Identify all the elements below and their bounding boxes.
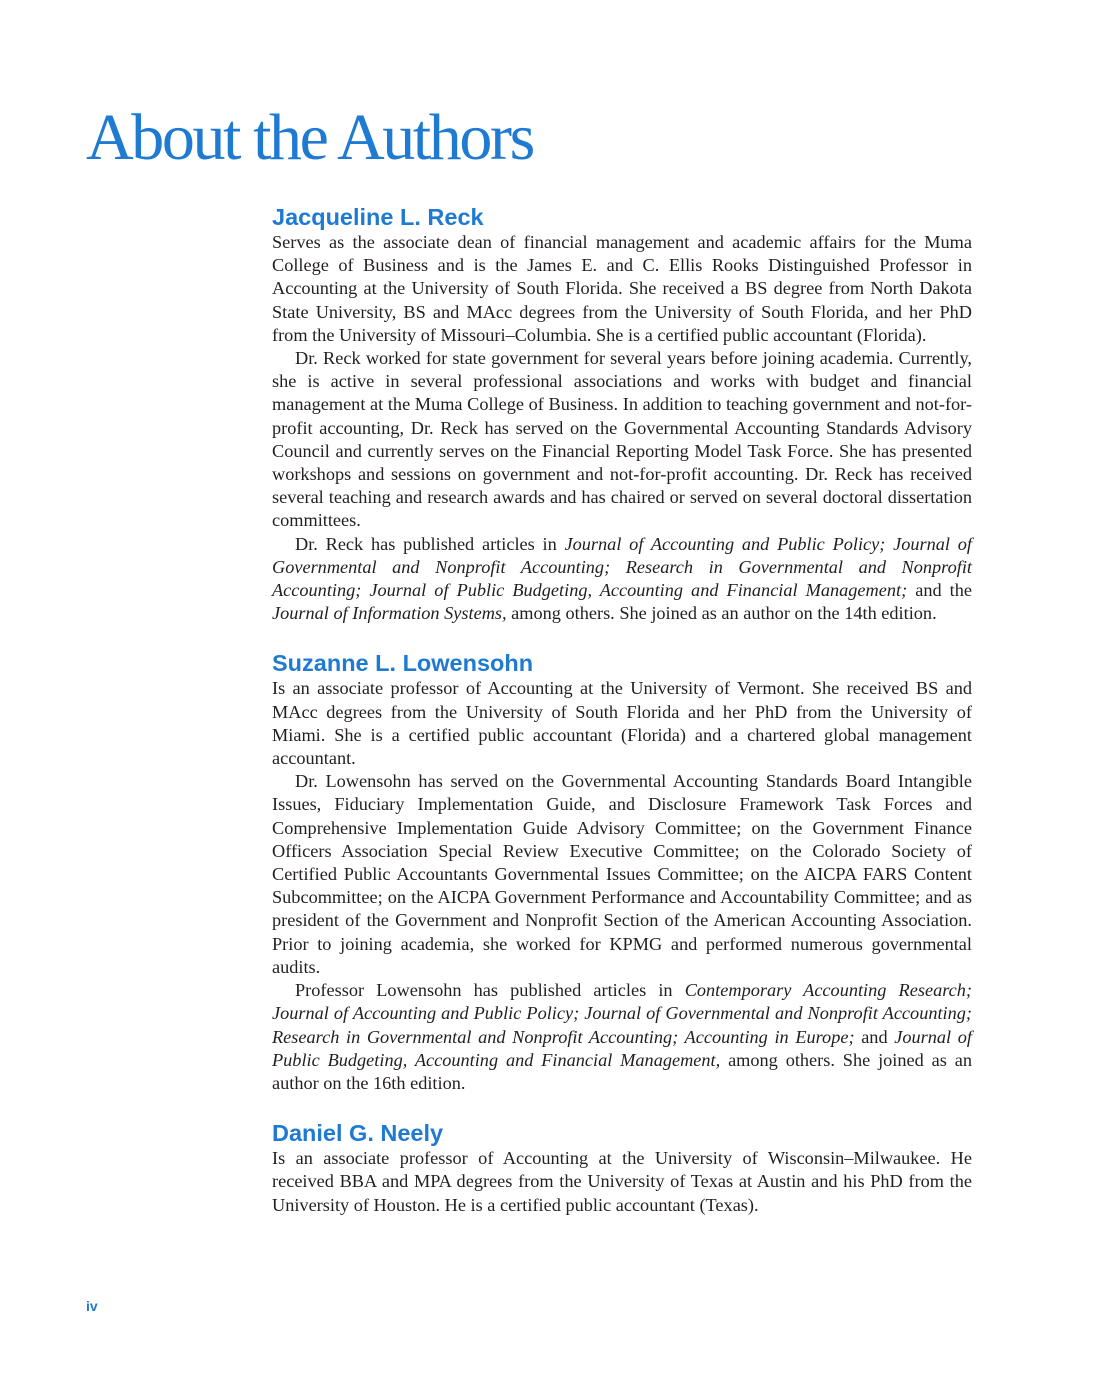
bio-text: among others. She joined as an author on the 16th edition. [272,1049,972,1093]
bio-text: and [854,1026,895,1047]
bio-text: Dr. Reck worked for state government for several years before joining academia. Currently, she is active in several professional associations and works with budget and financial management at the Muma College of Business. In addition to teaching government and not-for-profit accounting, Dr. Reck has served on the Governmental Accounting Standards Advisory Council and currently serves on the Financial Reporting Model Task Force. She has presented workshops and sessions on government and not-for-profit accounting. Dr. Reck has received several teaching and research awards and has chaired or served on several doctoral dissertation committees. [272,348,972,531]
bio-paragraph [272,231,972,347]
bio-paragraph [272,677,972,770]
bio-paragraph [272,770,972,979]
author-name: Daniel G. Neely [272,1120,444,1147]
journal-titles: Contemporary Accounting Research; Journal of Accounting and Public Policy; Journal of Governmental and Nonprofit Accounting; Research in Governmental and Nonprofit Accounting; Accounting in Europe; [272,980,972,1047]
authors-section [272,203,972,1241]
bio-text: Dr. Reck has published articles in [295,533,565,554]
journal-titles: Journal of Accounting and Public Policy; Journal of Governmental and Nonprofit Accounting; Research in Governmental and Nonprofit Accounting; Journal of Public Budgeting, Accounting and Financial Management; [272,533,972,601]
bio-text: Is an associate professor of Accounting at the University of Wisconsin–Milwaukee. He received BBA and MPA degrees from the University of Texas at Austin and his PhD from the University of Houston. He is a certified public accountant (Texas). [272,1148,972,1215]
author-name: Jacqueline L. Reck [272,204,484,230]
bio-text: and the [907,580,973,601]
bio-text: Is an associate professor of Accounting at the University of Vermont. She received BS and MAcc degrees from the University of South Florida and her PhD from the University of Miami. She is a certified public accountant (Florida) and a chartered global management accountant. [272,678,972,769]
page-number: iv [86,1298,98,1314]
author-entry [272,203,972,625]
bio-paragraph [272,533,972,626]
journal-titles: Journal of Information Systems, [272,603,507,624]
page-title: About the Authors [86,101,533,174]
journal-titles: Journal of Public Budgeting, Accounting and Financial Management, [272,1026,972,1070]
bio-text: Professor Lowensohn has published articles in [295,980,685,1001]
bio-paragraph [272,347,972,533]
bio-paragraph [272,979,972,1095]
bio-text: among others. She joined as an author on the 14th edition. [506,603,937,624]
author-entry [272,649,972,1095]
bio-text: Dr. Lowensohn has served on the Governmental Accounting Standards Board Intangible Issues, Fiduciary Implementation Guide, and Disclosure Framework Task Forces and Comprehensive Implementation Guide Advisory Committee; on the Government Finance Officers Association Special Review Executive Committee; on the Colorado Society of Certified Public Accountants Governmental Issues Committee; on the AICPA FARS Content Subcommittee; on the AICPA Government Performance and Accountability Committee; and as president of the Government and Nonprofit Section of the American Accounting Association. Prior to joining academia, she worked for KPMG and performed numerous governmental audits. [272,771,972,977]
bio-text: Serves as the associate dean of financial management and academic affairs for the Muma College of Business and is the James E. and C. Ellis Rooks Distinguished Professor in Accounting at the University of South Florida. She received a BS degree from North Dakota State University, BS and MAcc degrees from the University of South Florida, and her PhD from the University of Missouri–Columbia. She is a certified public accountant (Florida). [272,232,972,345]
bio-paragraph [272,1147,972,1217]
author-entry [272,1119,972,1217]
author-name: Suzanne L. Lowensohn [272,650,534,677]
